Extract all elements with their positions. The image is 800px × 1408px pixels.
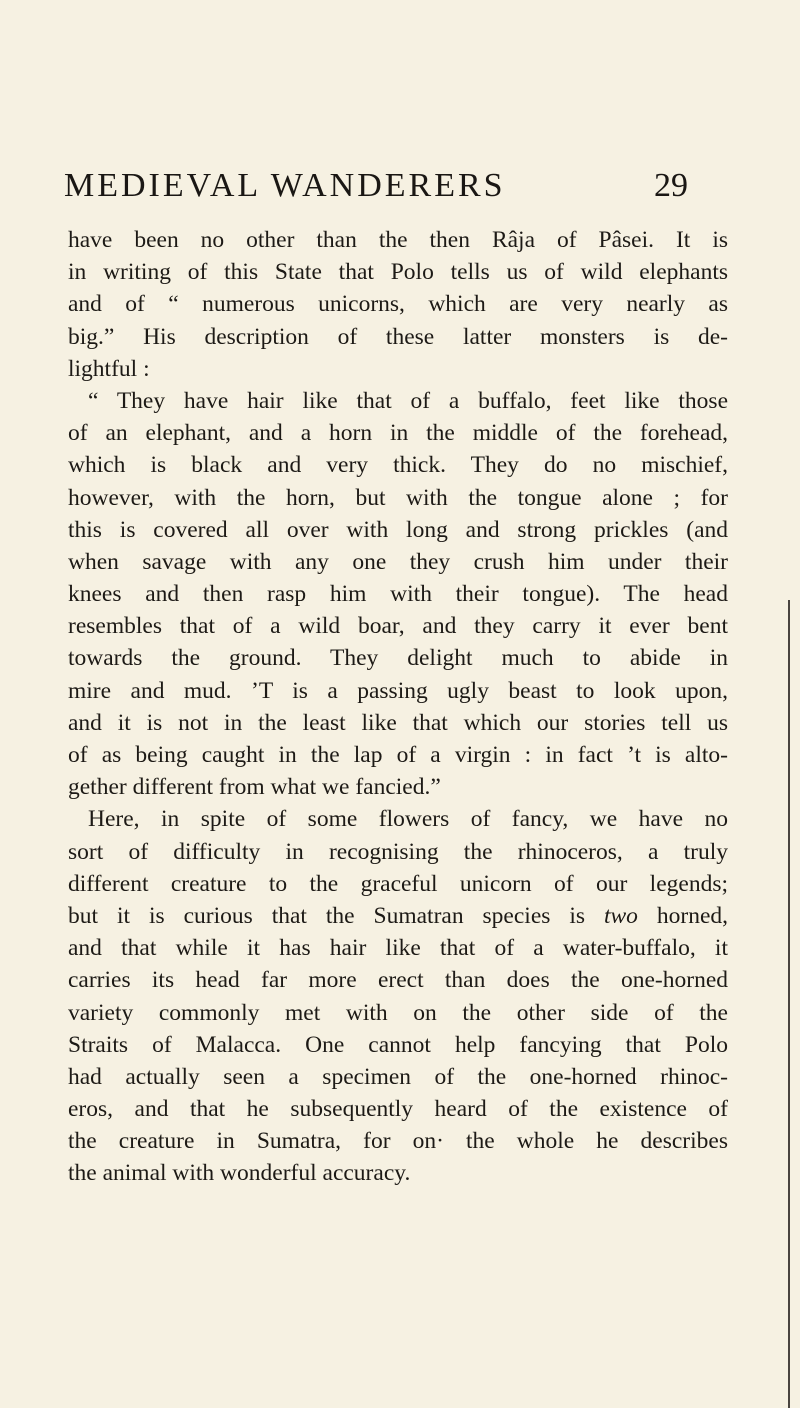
- text-line: Straits of Malacca. One cannot help fancying that Polo: [68, 1031, 728, 1058]
- running-head: [64, 163, 724, 209]
- text-line: towards the ground. They delight much to abide in: [68, 645, 728, 672]
- page-edge-line: [788, 600, 790, 1408]
- text-line: Here, in spite of some flowers of fancy, we have no: [88, 806, 728, 833]
- italic-word: two: [603, 902, 638, 929]
- text-line: carries its head far more erect than does the one-horned: [68, 967, 728, 994]
- text-line: the animal with wonderful accuracy.: [68, 1160, 411, 1187]
- text-line: in writing of this State that Polo tells us of wild elephants: [68, 259, 728, 286]
- text-segment: but it is curious that the Sumatran species is: [68, 902, 586, 929]
- text-line: of as being caught in the lap of a virgin : in fact ’t is alto-: [68, 742, 728, 768]
- text-line: had actually seen a specimen of the one-horned rhinoc-: [68, 1063, 728, 1090]
- text-line: knees and then rasp him with their tongue). The head: [68, 581, 728, 608]
- text-line: sort of difficulty in recognising the rhinoceros, a truly: [68, 838, 728, 865]
- body-text: [68, 224, 728, 1190]
- page-number: 29: [654, 167, 688, 204]
- text-line: mire and mud. ’T is a passing ugly beast to look upon,: [68, 677, 728, 704]
- text-line: “ They have hair like that of a buffalo, feet like those: [88, 387, 728, 414]
- text-line: this is covered all over with long and strong prickles (and: [68, 516, 728, 543]
- text-segment: horned,: [656, 902, 729, 929]
- text-line-with-italic: [68, 900, 728, 932]
- text-line: and it is not in the least like that which our stories tell us: [68, 709, 728, 736]
- text-line: resembles that of a wild boar, and they carry it ever bent: [68, 613, 728, 640]
- text-line: eros, and that he subsequently heard of the existence of: [68, 1096, 728, 1123]
- text-line: and of “ numerous unicorns, which are very nearly as: [68, 291, 728, 318]
- text-line: when savage with any one they crush him under their: [68, 548, 728, 575]
- text-line: the creature in Sumatra, for on· the whole he describes: [68, 1128, 728, 1155]
- text-line: different creature to the graceful unicorn of our legends;: [68, 870, 728, 897]
- text-line: and that while it has hair like that of a water-buffalo, it: [68, 935, 728, 962]
- text-line: lightful :: [68, 355, 150, 382]
- text-line: have been no other than the then Râja of Pâsei. It is: [68, 227, 728, 253]
- text-line: gether different from what we fancied.”: [68, 774, 441, 801]
- text-line: of an elephant, and a horn in the middle of the forehead,: [68, 420, 728, 447]
- text-line: which is black and very thick. They do no mischief,: [68, 452, 728, 479]
- text-line: however, with the horn, but with the tongue alone ; for: [68, 484, 728, 511]
- text-line: big.” His description of these latter monsters is de-: [68, 323, 728, 350]
- text-line: variety commonly met with on the other side of the: [68, 999, 728, 1026]
- running-head-title: MEDIEVAL WANDERERS: [64, 167, 506, 204]
